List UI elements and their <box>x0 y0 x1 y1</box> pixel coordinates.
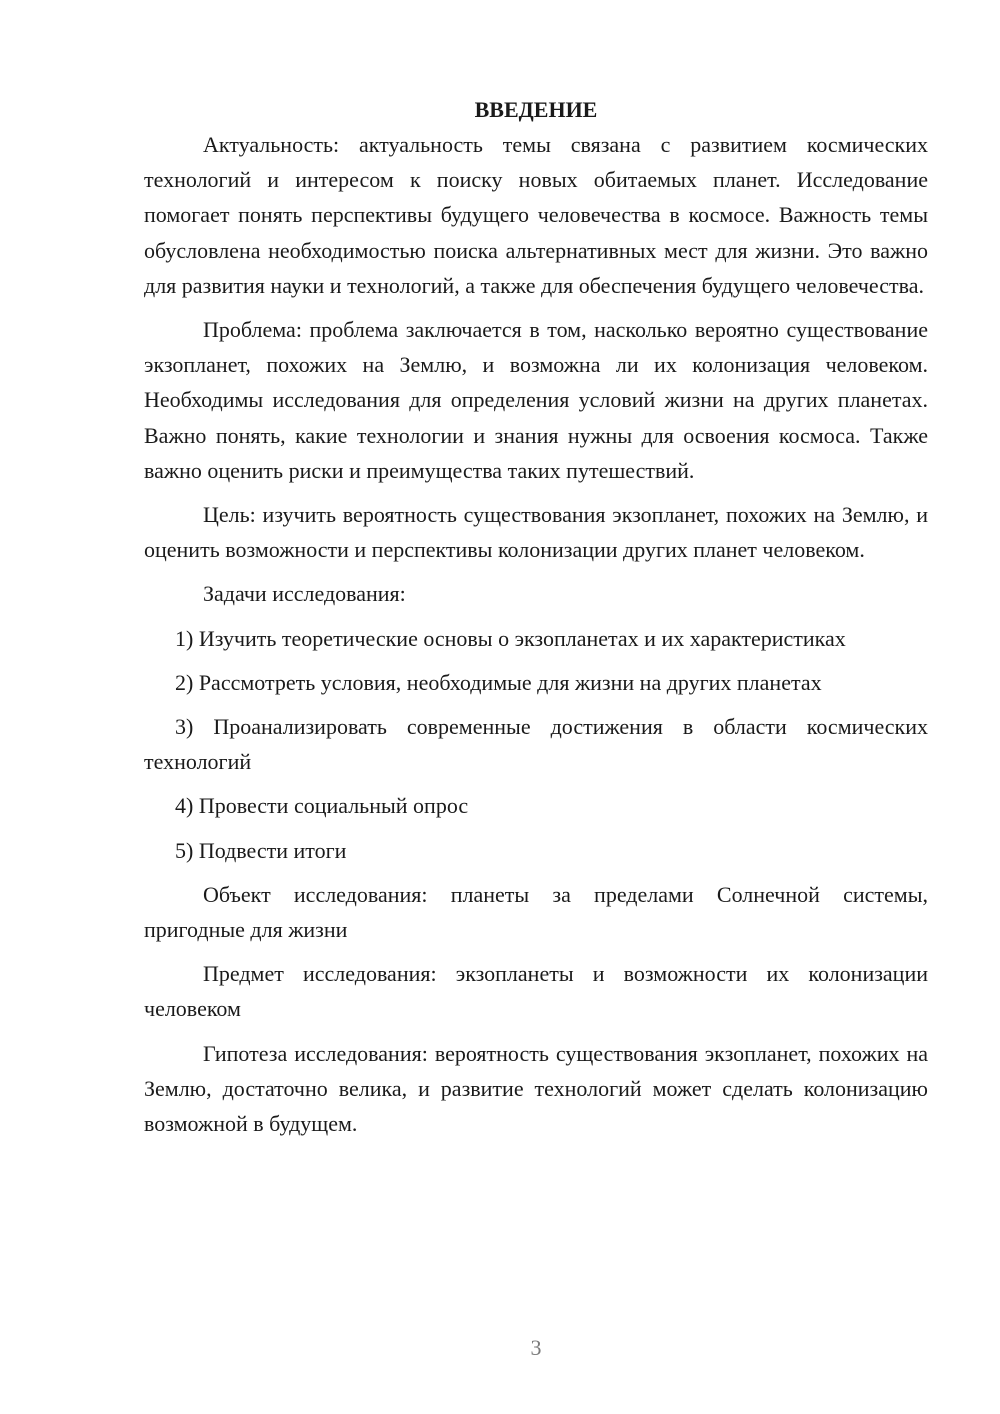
paragraph-subject: Предмет исследования: экзопланеты и возможности их колонизации человеком <box>144 961 928 1022</box>
paragraph-relevance: Актуальность: актуальность темы связана с развитием космических технологий и интересом к поиску новых обитаемых планет. Исследование помогает понять перспективы будущего человечества в космосе. Важность темы обусловлена необходимостью поиска альтернативных мест для жизни. Это важно для развития науки и технологий, а также для обеспечения будущего человечества. <box>144 132 928 298</box>
list-item: 2) Рассмотреть условия, необходимые для жизни на других планетах <box>175 669 822 695</box>
paragraph-hypothesis: Гипотеза исследования: вероятность существования экзопланет, похожих на Землю, достаточно велика, и развитие технологий может сделать колонизацию возможной в будущем. <box>144 1040 928 1137</box>
document-page <box>144 92 928 1141</box>
page-number: 3 <box>530 1335 542 1360</box>
tasks-heading: Задачи исследования: <box>203 581 406 607</box>
page-title: ВВЕДЕНИЕ <box>474 97 598 122</box>
paragraph-problem: Проблема: проблема заключается в том, насколько вероятно существование экзопланет, похожих на Землю, и возможна ли их колонизация человеком. Необходимы исследования для определения условий жизни на других планетах. Важно понять, какие технологии и знания нужны для освоения космоса. Также важно оценить риски и преимущества таких путешествий. <box>144 317 928 483</box>
list-item: 5) Подвести итоги <box>175 837 347 863</box>
list-item: 3) Проанализировать современные достижения в области космических технологий <box>144 714 928 775</box>
list-item: 4) Провести социальный опрос <box>175 793 469 819</box>
list-item: 1) Изучить теоретические основы о экзопланетах и их характеристиках <box>175 625 846 651</box>
tasks-list <box>144 621 928 868</box>
paragraph-goal: Цель: изучить вероятность существования экзопланет, похожих на Землю, и оценить возможности и перспективы колонизации других планет человеком. <box>144 502 928 563</box>
paragraph-object: Объект исследования: планеты за пределами Солнечной системы, пригодные для жизни <box>144 881 928 943</box>
